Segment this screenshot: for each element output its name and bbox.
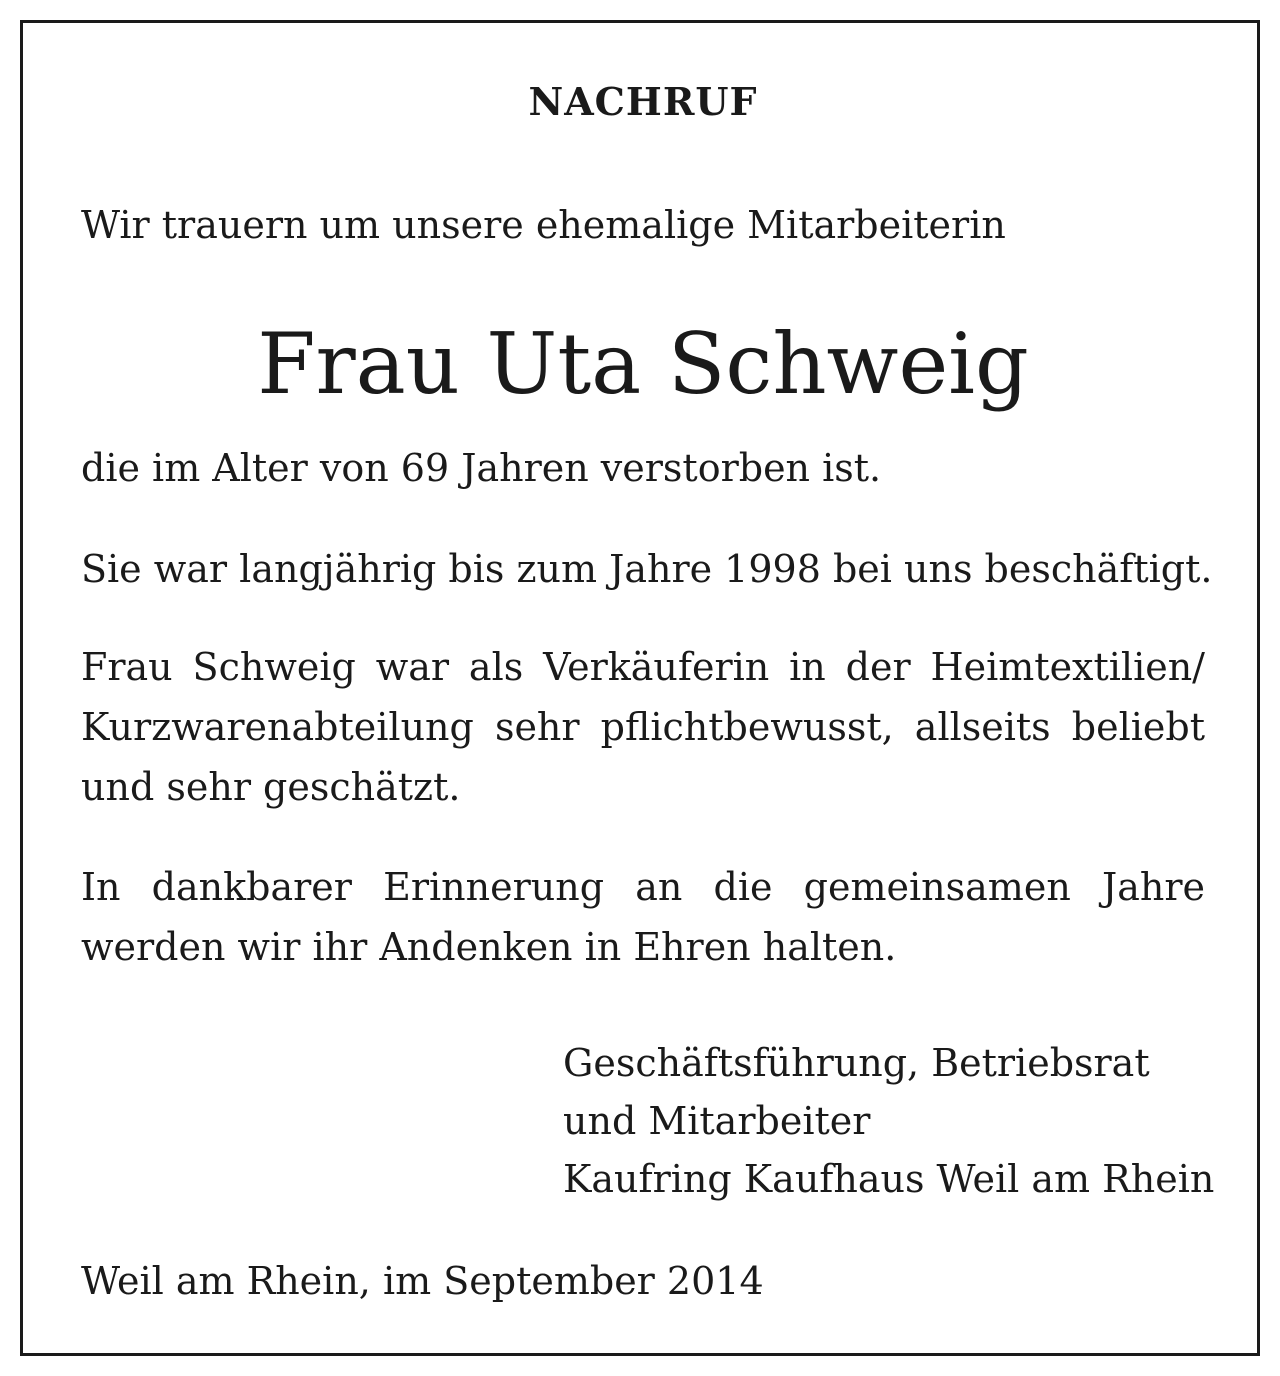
remembrance-paragraph: In dankbarer Erinnerung an die gemeinsamen Jahre werden wir ihr Andenken in Ehren halten. — [81, 865, 1205, 969]
notice-heading: NACHRUF — [528, 79, 758, 124]
age-paragraph: die im Alter von 69 Jahren verstorben ist. — [81, 446, 882, 490]
deceased-name: Frau Uta Schweig — [257, 315, 1029, 413]
signature-line: und Mitarbeiter — [563, 1099, 871, 1143]
obituary-notice-frame — [20, 20, 1260, 1356]
place-date: Weil am Rhein, im September 2014 — [81, 1259, 764, 1303]
signature-line: Kaufring Kaufhaus Weil am Rhein — [563, 1157, 1215, 1201]
employment-paragraph: Sie war langjährig bis zum Jahre 1998 bei uns beschäftigt. — [81, 547, 1213, 591]
signature-line: Geschäftsführung, Betriebsrat — [563, 1041, 1150, 1085]
signature-block — [563, 1034, 1214, 1208]
role-paragraph: Frau Schweig war als Verkäuferin in der Heimtextilien/ Kurzwarenabteilung sehr pflichtbewusst, allseits beliebt und sehr geschätzt. — [81, 645, 1205, 809]
intro-line: Wir trauern um unsere ehemalige Mitarbeiterin — [81, 203, 1006, 247]
